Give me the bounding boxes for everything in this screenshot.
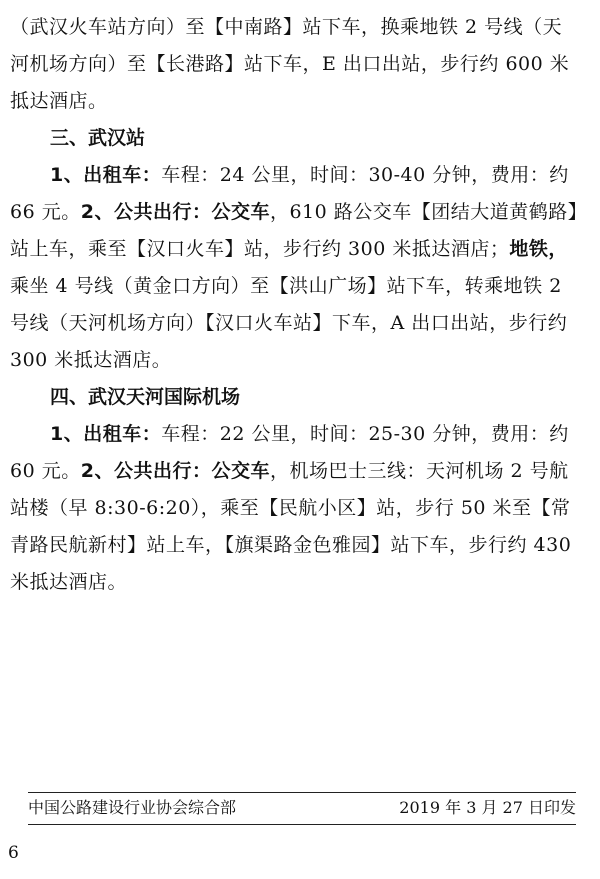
section4-line — [10, 490, 588, 527]
bold-label: 地铁， — [509, 238, 568, 260]
section3-line — [10, 231, 588, 268]
body-text: ，610 路公交车【团结大道黄鹤路】 — [269, 201, 588, 223]
section4-line — [10, 564, 588, 601]
section3-line — [10, 305, 588, 342]
body-text: 站上车，乘至【汉口火车】站，步行约 300 米抵达酒店； — [10, 238, 510, 260]
bold-label: 1、出租车： — [50, 164, 162, 186]
section4-line — [10, 527, 588, 564]
body-text: 车程：22 公里，时间：25-30 分钟，费用：约 — [161, 423, 569, 445]
body-text: 300 米抵达酒店。 — [10, 349, 172, 371]
footer-bottom-rule — [28, 824, 576, 825]
bold-label: 1、出租车： — [50, 423, 162, 445]
body-text: 乘坐 4 号线（黄金口方向）至【洪山广场】站下车，转乘地铁 2 — [10, 275, 562, 297]
section3-paragraph — [10, 157, 588, 379]
footer-issuer: 中国公路建设行业协会综合部 — [28, 798, 237, 817]
body-text: 66 元。 — [10, 201, 81, 223]
section4-paragraph — [10, 416, 588, 601]
body-text: 青路民航新村】站上车，【旗渠路金色雅园】站下车，步行约 430 — [10, 534, 572, 556]
section4-heading: 四、武汉天河国际机场 — [50, 386, 241, 408]
footer-date: 2019 年 3 月 27 日印发 — [399, 798, 576, 817]
body-text: 车程：24 公里，时间：30-40 分钟，费用：约 — [161, 164, 569, 186]
body-text: 60 元。 — [10, 460, 81, 482]
section3-heading: 三、武汉站 — [50, 127, 146, 149]
page-number: 6 — [8, 843, 19, 863]
body-text: 号线（天河机场方向）【汉口火车站】下车，A 出口出站，步行约 — [10, 312, 568, 334]
section3-line — [10, 157, 588, 194]
body-text: 站楼（早 8:30-6:20），乘至【民航小区】站，步行 50 米至【常 — [10, 497, 571, 519]
bold-label: 2、公共出行：公交车 — [80, 201, 270, 223]
section2-line: 河机场方向）至【长港路】站下车，E 出口出站，步行约 600 米 — [10, 53, 570, 75]
section4-line — [10, 453, 588, 490]
body-text: ，机场巴士三线：天河机场 2 号航 — [269, 460, 569, 482]
section3-line — [10, 194, 588, 231]
section2-line: 抵达酒店。 — [10, 90, 108, 112]
bold-label: 2、公共出行：公交车 — [80, 460, 270, 482]
section2-line: （武汉火车站方向）至【中南路】站下车，换乘地铁 2 号线（天 — [10, 16, 563, 38]
footer-top-rule — [28, 792, 576, 793]
section4-line — [10, 416, 588, 453]
footer — [28, 796, 576, 820]
body-text: 米抵达酒店。 — [10, 571, 128, 593]
section3-line — [10, 342, 588, 379]
section3-line — [10, 268, 588, 305]
section2-continued — [10, 9, 588, 120]
